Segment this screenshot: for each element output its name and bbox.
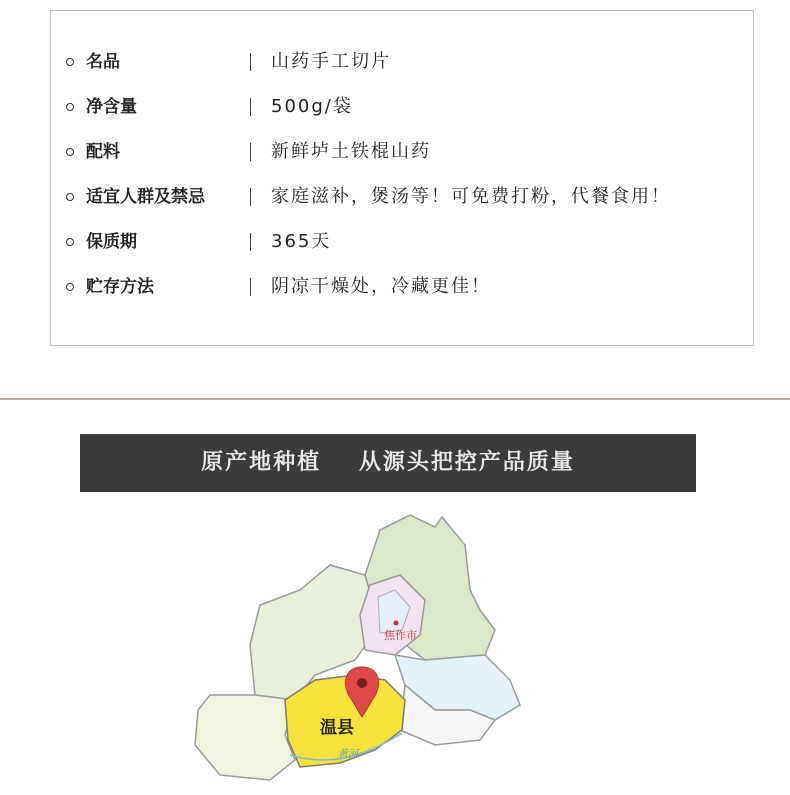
spec-row-net-weight — [51, 94, 751, 124]
bullet-icon — [66, 103, 74, 111]
banner-text-left: 原产地种植 — [201, 450, 322, 475]
map-region-west — [195, 695, 295, 780]
bullet-icon — [66, 148, 74, 156]
spec-row-suitable — [51, 184, 751, 214]
bullet-icon — [66, 283, 74, 291]
spec-label: 配料 — [86, 142, 120, 162]
origin-map — [180, 505, 540, 790]
spec-label: 保质期 — [86, 232, 137, 252]
section-divider — [0, 352, 790, 432]
divider-line — [0, 398, 790, 400]
spec-value: 500g/袋 — [271, 96, 353, 117]
product-spec-box — [50, 10, 754, 346]
spec-label: 净含量 — [86, 97, 137, 117]
spec-value: 家庭滋补，煲汤等！可免费打粉，代餐食用！ — [271, 186, 671, 207]
spec-separator — [250, 53, 251, 71]
spec-separator — [250, 233, 251, 251]
county-label: 温县 — [320, 718, 354, 738]
spec-separator — [250, 188, 251, 206]
spec-row-storage — [51, 274, 751, 304]
spec-row-name — [51, 49, 751, 79]
spec-value: 新鲜垆土铁棍山药 — [271, 141, 431, 162]
spec-value: 山药手工切片 — [271, 51, 391, 72]
spec-label: 适宜人群及禁忌 — [86, 187, 205, 207]
spec-value: 365天 — [271, 231, 332, 252]
city-label: 焦作市 — [384, 630, 417, 642]
bullet-icon — [66, 193, 74, 201]
spec-label: 贮存方法 — [86, 277, 154, 297]
river-label: 黄河 — [338, 749, 358, 760]
spec-separator — [250, 278, 251, 296]
city-dot — [394, 621, 399, 626]
spec-row-ingredients — [51, 139, 751, 169]
banner-text-right: 从源头把控产品质量 — [358, 450, 575, 475]
jiaozuo-map — [180, 505, 540, 790]
spec-separator — [250, 143, 251, 161]
spec-row-shelf-life — [51, 229, 751, 259]
spec-separator — [250, 98, 251, 116]
origin-banner — [80, 434, 696, 492]
spec-value: 阴凉干燥处，冷藏更佳！ — [271, 276, 491, 297]
spec-label: 名品 — [86, 52, 120, 72]
bullet-icon — [66, 58, 74, 66]
bullet-icon — [66, 238, 74, 246]
